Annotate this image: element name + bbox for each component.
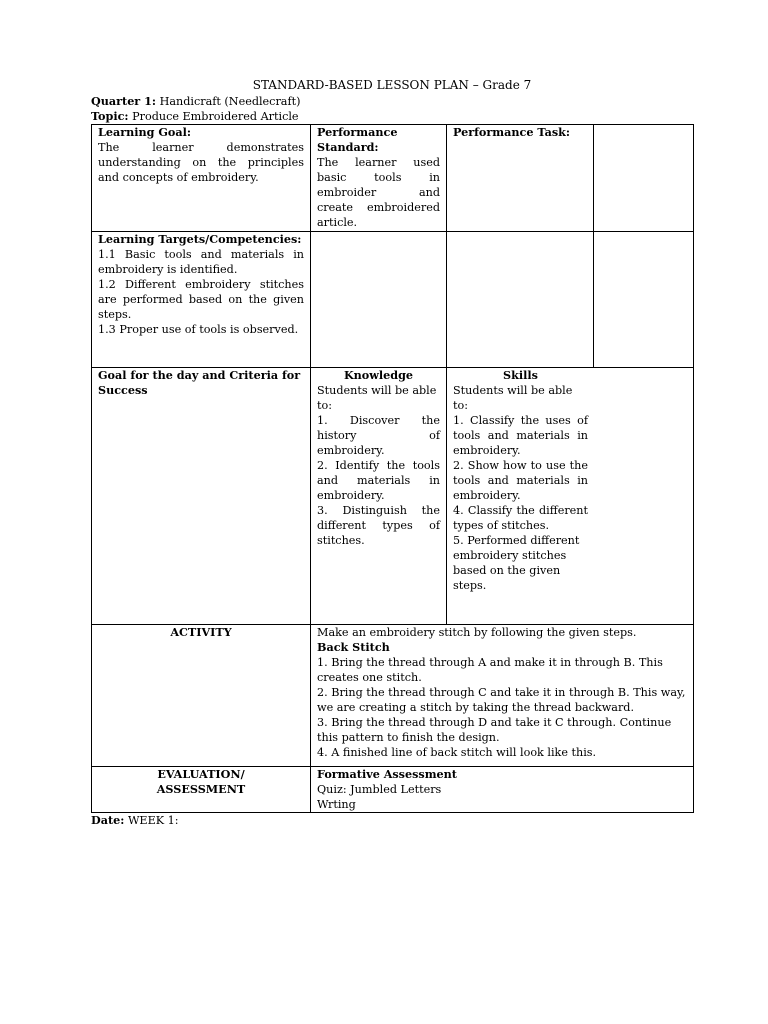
quarter-value: Handicraft (Needlecraft) [159, 95, 301, 108]
knowledge-item: 3. Distinguish the different types of stitches. [317, 504, 440, 547]
cell-goal-for-day [92, 368, 311, 625]
quarter-label: Quarter 1: [91, 94, 157, 108]
skills-content [447, 368, 594, 593]
cell-activity-content [311, 625, 694, 767]
evaluation-line: Wrting [317, 798, 356, 811]
learning-goal-text: The learner demonstrates understanding on the principles and concepts of embroidery. [98, 141, 304, 184]
cell-learning-goal [92, 125, 311, 232]
performance-standard-text: The learner used basic tools in embroider and create embroidered article. [317, 156, 440, 229]
quarter-line [91, 94, 300, 109]
cell-empty-1 [594, 125, 694, 232]
table-row-targets [92, 232, 694, 368]
date-line [91, 813, 179, 828]
topic-value: Produce Embroidered Article [132, 110, 299, 123]
cell-learning-targets [92, 232, 311, 368]
skills-item: 1. Classify the uses of tools and materials in embroidery. [453, 414, 588, 457]
performance-task-label: Performance Task: [453, 125, 571, 139]
evaluation-label-line2: ASSESSMENT [156, 782, 246, 796]
target-item: 1.3 Proper use of tools is observed. [98, 323, 299, 336]
cell-evaluation-content [311, 767, 694, 813]
lesson-plan-table [91, 124, 694, 813]
cell-skills [447, 368, 694, 625]
table-row-goal [92, 125, 694, 232]
knowledge-item: 1. Discover the history of embroidery. [317, 414, 440, 457]
cell-empty-2 [311, 232, 447, 368]
activity-step: 1. Bring the thread through A and make it in through B. This creates one stitch. [317, 656, 663, 684]
cell-evaluation-label [92, 767, 311, 813]
activity-intro: Make an embroidery stitch by following the given steps. [317, 626, 637, 639]
skills-label: Skills [503, 368, 538, 382]
activity-step: 4. A finished line of back stitch will look like this. [317, 746, 597, 759]
cell-performance-standard [311, 125, 447, 232]
document-title: STANDARD-BASED LESSON PLAN – Grade 7 [252, 78, 532, 92]
evaluation-label-line1: EVALUATION/ [157, 767, 245, 781]
cell-activity-label [92, 625, 311, 767]
learning-goal-label: Learning Goal: [98, 125, 192, 139]
knowledge-label: Knowledge [343, 368, 414, 382]
evaluation-line: Quiz: Jumbled Letters [317, 783, 442, 796]
activity-step: 2. Bring the thread through C and take it in through B. This way, we are creating a stitch by taking the thread backward. [317, 686, 686, 714]
cell-knowledge [311, 368, 447, 625]
learning-targets-label: Learning Targets/Competencies: [98, 232, 302, 246]
table-row-daily-goal [92, 368, 694, 625]
goal-for-day-label: Goal for the day and Criteria for Success [98, 368, 301, 397]
target-item: 1.2 Different embroidery stitches are performed based on the given steps. [98, 278, 304, 321]
target-item: 1.1 Basic tools and materials in embroidery is identified. [98, 248, 304, 276]
performance-standard-label: Performance Standard: [317, 125, 398, 154]
table-row-activity [92, 625, 694, 767]
knowledge-intro: Students will be able to: [317, 384, 437, 412]
cell-performance-task [447, 125, 594, 232]
evaluation-heading: Formative Assessment [317, 767, 457, 781]
topic-line [91, 109, 299, 124]
date-label: Date: [91, 813, 125, 827]
skills-item: 2. Show how to use the tools and materials in embroidery. [453, 459, 588, 502]
activity-step: 3. Bring the thread through D and take it C through. Continue this pattern to finish the design. [317, 716, 672, 744]
date-value: WEEK 1: [127, 814, 179, 827]
skills-item: 4. Classify the different types of stitches. [453, 504, 588, 532]
activity-label: ACTIVITY [170, 625, 232, 639]
skills-intro: Students will be able to: [453, 384, 573, 412]
table-row-evaluation [92, 767, 694, 813]
topic-label: Topic: [91, 109, 129, 123]
knowledge-item: 2. Identify the tools and materials in embroidery. [317, 459, 440, 502]
cell-empty-3 [447, 232, 594, 368]
activity-subtitle: Back Stitch [317, 640, 390, 654]
cell-empty-4 [594, 232, 694, 368]
skills-item: 5. Performed different embroidery stitches based on the given steps. [453, 534, 580, 592]
